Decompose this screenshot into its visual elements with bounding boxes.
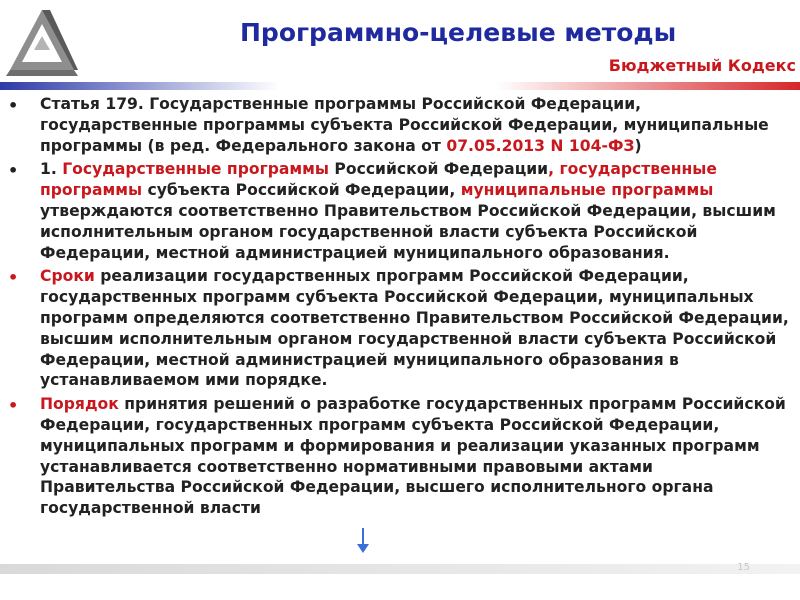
body-text: ) [634,136,642,155]
highlight-text: , государственные программы [40,160,717,200]
bullet-text [40,394,792,519]
body-text: реализации государственных программ Российской Федерации, государственных программ субъекта Российской Федерации, муниципальных программ определяются соответственно Правительством Российской Федерации, высшим исполнительным органом государственной власти субъекта Российской Федерации, местной администрацией муниципального образования в устанавливаемом ими порядке. [40,267,789,390]
bullet-text [40,94,792,156]
bullet-item [0,266,800,391]
slide-header [0,0,800,88]
bullet-list [0,94,800,522]
bullet-text [40,159,792,263]
body-text: субъекта Российской Федерации, [142,181,461,200]
bullet-text [40,266,792,391]
bullet-item [0,394,800,519]
bullet-dot: • [8,96,19,115]
highlight-text: Сроки [40,267,95,286]
header-divider [0,82,800,90]
highlight-text: Порядок [40,395,119,414]
arrow-down-icon [355,528,371,554]
highlight-text: 07.05.2013 N 104-ФЗ [446,136,635,155]
bullet-item [0,159,800,263]
body-text: Российской Федерации [329,160,549,179]
bullet-dot: • [8,396,19,416]
footer-band [0,564,800,574]
slide-title: Программно-целевые методы [240,18,677,47]
slide-number: 15 [737,562,750,573]
slide-subtitle: Бюджетный Кодекс [608,56,796,75]
bullet-dot: • [8,268,19,288]
body-text: принятия решений о разработке государственных программ Российской Федерации, государственных программ субъекта Российской Федерации, муниципальных программ и формирования и реализации указанных программ устанавливается соответственно нормативными правовыми актами Правительства Российской Федерации, высшего исполнительного органа государственной власти [40,395,786,518]
bullet-dot: • [8,161,19,181]
body-text: 1. [40,160,63,179]
body-text: утверждаются соответственно Правительством Российской Федерации, высшим исполнительным органом государственной власти субъекта Российской Федерации, местной администрацией муниципального образования. [40,201,776,262]
highlight-text: Государственные программы [62,160,329,179]
triangle-logo-icon [6,6,78,78]
bullet-item [0,94,800,156]
highlight-text: муниципальные программы [460,181,714,200]
body-text: Статья 179. Государственные программы Российской Федерации, государственные программы субъекта Российской Федерации, муниципальные программы (в ред. Федерального закона от [40,95,769,155]
